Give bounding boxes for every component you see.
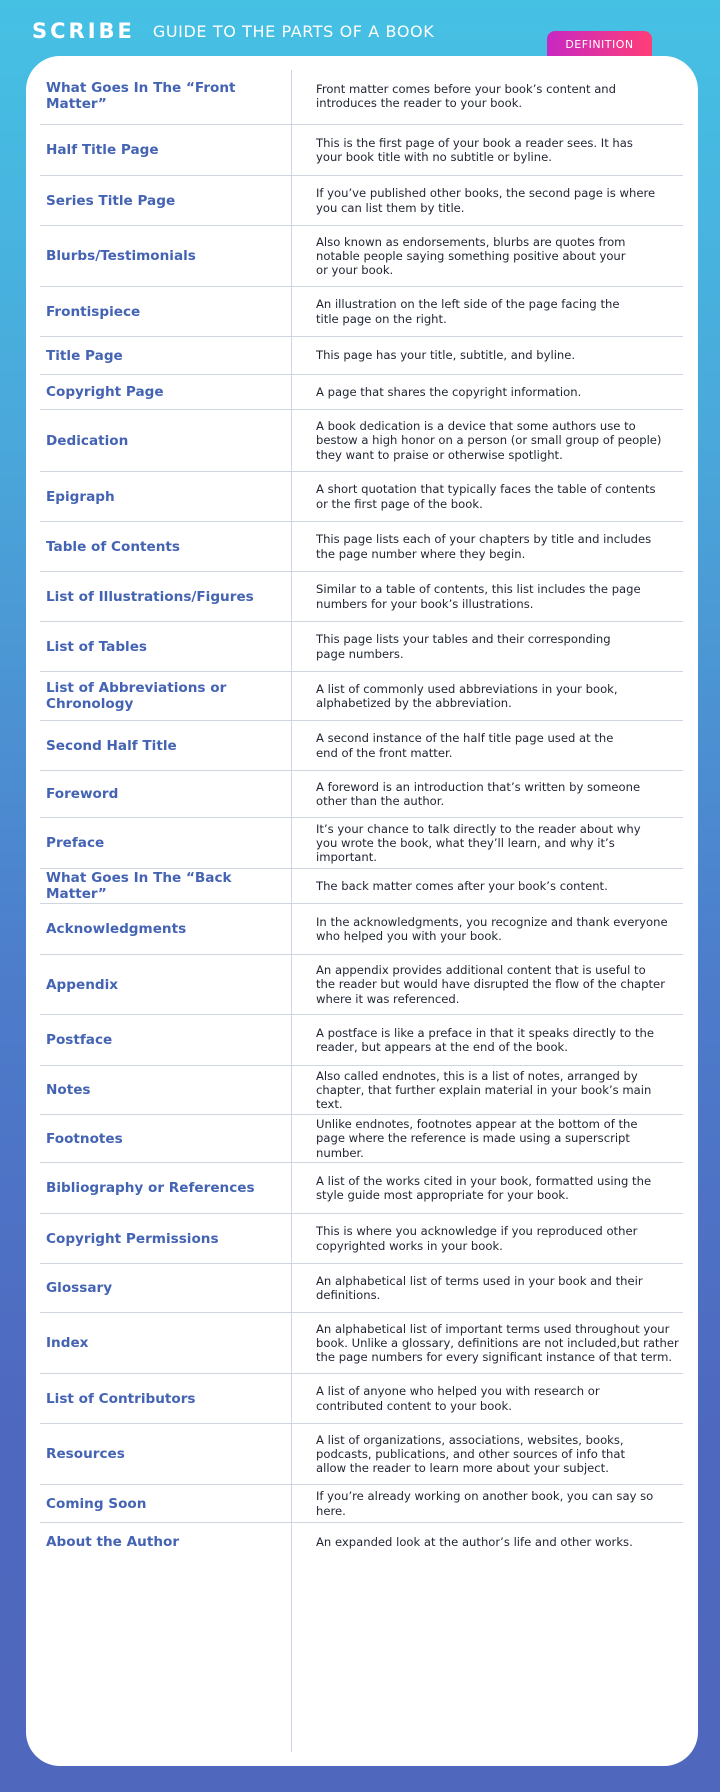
table-row [40, 869, 683, 904]
term-definition: An alphabetical list of terms used in your book and their definitions. [316, 1273, 643, 1302]
table-row [40, 818, 683, 869]
table-row [40, 522, 683, 572]
term-label: Copyright Page [46, 384, 164, 400]
table-row [40, 1264, 683, 1313]
term-label: Second Half Title [46, 737, 177, 754]
term-definition: This is where you acknowledge if you reproduced other copyrighted works in your book. [316, 1224, 638, 1253]
table-row [40, 721, 683, 771]
term-label: Copyright Permissions [46, 1230, 219, 1247]
term-label: List of Tables [46, 638, 148, 655]
term-definition: Also known as endorsements, blurbs are quotes from notable people saying something positive about your or your book. [316, 234, 626, 278]
term-label: What Goes In The “Back Matter” [46, 870, 232, 902]
term-definition: Unlike endnotes, footnotes appear at the bottom of the page where the reference is made using a superscript number. [316, 1117, 638, 1160]
table-row [40, 125, 683, 176]
term-label: Blurbs/Testimonials [46, 248, 196, 264]
term-definition: If you’ve published other books, the second page is where you can list them by title. [316, 186, 656, 215]
term-label: Bibliography or References [46, 1180, 255, 1196]
term-definition: It’s your chance to talk directly to the reader about why you wrote the book, what they’ll learn, and why it’s important. [316, 821, 641, 865]
term-definition: An illustration on the left side of the page facing the title page on the right. [316, 297, 620, 326]
term-label: Footnotes [46, 1130, 123, 1147]
table-row [40, 68, 683, 125]
table-row [40, 375, 683, 410]
term-label: Appendix [46, 976, 119, 993]
term-definition: Front matter comes before your book’s content and introduces the reader to your book. [316, 81, 617, 110]
term-definition: This page lists your tables and their corresponding page numbers. [316, 632, 611, 661]
table-row [40, 176, 683, 226]
term-label: Foreword [46, 786, 119, 802]
term-definition: A second instance of the half title page used at the end of the front matter. [316, 731, 614, 760]
term-definition: If you’re already working on another book, you can say so here. [316, 1489, 654, 1518]
term-label: Resources [46, 1446, 125, 1462]
term-definition: Similar to a table of contents, this list includes the page numbers for your book’s illustrations. [316, 582, 641, 611]
term-label: Frontispiece [46, 303, 141, 320]
table-row [40, 672, 683, 721]
table-row [40, 410, 683, 472]
term-label: Index [46, 1335, 89, 1351]
parts-of-book-table [26, 56, 698, 1766]
term-definition: A book dedication is a device that some authors use to bestow a high honor on a person (or small group of people) they want to praise or otherwise spotlight. [316, 419, 662, 462]
table-row [40, 572, 683, 622]
term-definition: A postface is like a preface in that it speaks directly to the reader, but appears at the end of the book. [316, 1025, 654, 1054]
term-label: Glossary [46, 1280, 113, 1296]
term-label: Epigraph [46, 488, 115, 505]
term-label: Title Page [46, 347, 123, 364]
term-definition: An alphabetical list of important terms used throughout your book. Unlike a glossary, definitions are not included,but rather the page numbers for every significant instance of that term. [316, 1321, 679, 1365]
term-definition: The back matter comes after your book’s content. [316, 878, 608, 893]
table-row [40, 1015, 683, 1066]
table-row [40, 1115, 683, 1163]
term-label: Table of Contents [46, 538, 180, 555]
term-definition: In the acknowledgments, you recognize and thank everyone who helped you with your book. [316, 914, 668, 943]
table-row [40, 1485, 683, 1523]
scribe-logo: SCRIBE [32, 19, 135, 43]
term-definition: A list of organizations, associations, websites, books, podcasts, publications, and other sources of info that allow the reader to learn more about your subject. [316, 1432, 626, 1476]
term-definition: A foreword is an introduction that’s written by someone other than the author. [316, 779, 641, 808]
term-label: What Goes In The “Front Matter” [46, 80, 236, 112]
term-definition: This page lists each of your chapters by title and includes the page number where they begin. [316, 532, 652, 561]
term-label: List of Illustrations/Figures [46, 588, 254, 605]
term-definition: A short quotation that typically faces the table of contents or the first page of the book. [316, 482, 656, 511]
term-definition: This page has your title, subtitle, and byline. [316, 348, 576, 363]
term-definition: Also called endnotes, this is a list of notes, arranged by chapter, that further explain material in your book’s main text. [316, 1068, 652, 1112]
table-row [40, 622, 683, 672]
term-definition: An appendix provides additional content that is useful to the reader but would have disrupted the flow of the chapter where it was referenced. [316, 963, 665, 1006]
term-label: Postface [46, 1032, 113, 1048]
term-definition: An expanded look at the author’s life and other works. [316, 1534, 633, 1549]
header [32, 18, 434, 44]
term-label: List of Abbreviations or Chronology [46, 680, 227, 712]
table-row [40, 771, 683, 818]
table-row [40, 226, 683, 287]
term-label: Dedication [46, 432, 129, 449]
table-row [40, 1214, 683, 1264]
table-row [40, 1374, 683, 1424]
table-row [40, 904, 683, 955]
table-row [40, 1066, 683, 1115]
term-definition: A list of anyone who helped you with research or contributed content to your book. [316, 1384, 600, 1413]
term-definition: A list of commonly used abbreviations in your book, alphabetized by the abbreviation. [316, 681, 618, 710]
term-definition: A list of the works cited in your book, formatted using the style guide most appropriate for your book. [316, 1173, 652, 1202]
page-title: GUIDE TO THE PARTS OF A BOOK [152, 21, 435, 41]
term-label: Preface [46, 835, 105, 851]
table-row [40, 287, 683, 337]
term-label: Coming Soon [46, 1495, 147, 1512]
definition-column-tab: DEFINITION [547, 31, 652, 57]
term-definition: A page that shares the copyright information. [316, 384, 582, 399]
table-row [40, 955, 683, 1015]
table-row [40, 1523, 683, 1561]
term-label: Half Title Page [46, 142, 159, 158]
table-row [40, 337, 683, 375]
term-label: Series Title Page [46, 192, 176, 209]
term-label: Acknowledgments [46, 921, 187, 937]
table-row [40, 1424, 683, 1485]
table-row [40, 472, 683, 522]
table-row [40, 1313, 683, 1374]
term-label: List of Contributors [46, 1390, 196, 1407]
term-label: Notes [46, 1082, 91, 1098]
table-row [40, 1163, 683, 1214]
term-label: About the Author [46, 1534, 180, 1550]
term-definition: This is the first page of your book a reader sees. It has your book title with no subtitle or byline. [316, 135, 633, 164]
